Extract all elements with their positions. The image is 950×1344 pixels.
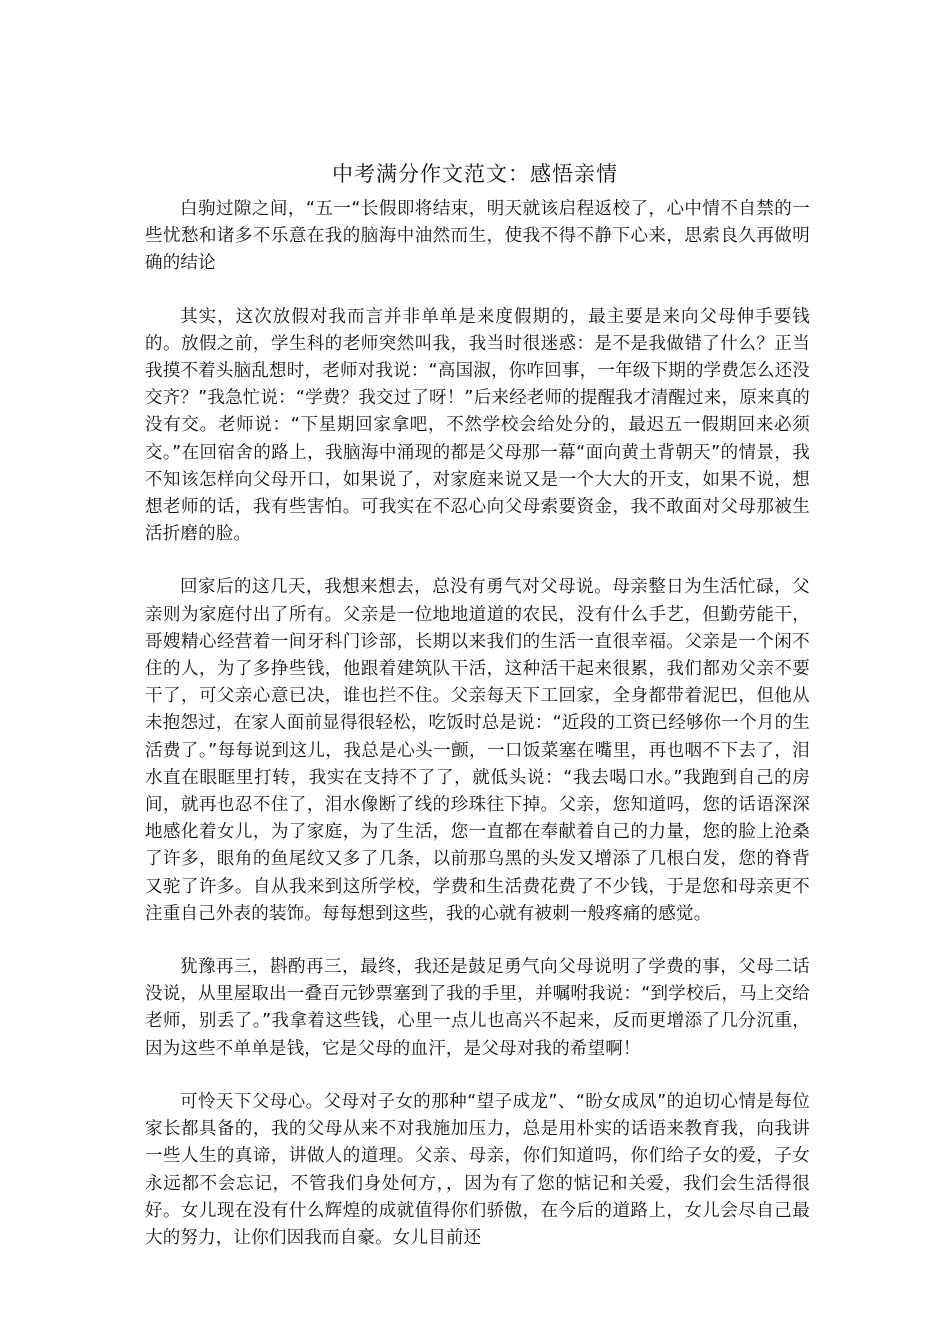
document-body <box>145 196 810 1278</box>
paragraph-2: 其实，这次放假对我而言并非单单是来度假期的，最主要是来向父母伸手要钱的。放假之前，学生科的老师突然叫我，我当时很迷惑：是不是我做错了什么？正当我摸不着头脑乱想时，老师对我说：“高国淑，你咋回事，一年级下期的学费怎么还没交齐？”我急忙说：“学费？我交过了呀！”后来经老师的提醒我才清醒过来，原来真的没有交。老师说：“下星期回家拿吧，不然学校会给处分的，最迟五一假期回来必须交。”在回宿舍的路上，我脑海中涌现的都是父母那一幕“面向黄土背朝天”的情景，我不知该怎样向父母开口，如果说了，对家庭来说又是一个大大的开支，如果不说，想想老师的话，我有些害怕。可我实在不忍心向父母索要资金，我不敢面对父母那被生活折磨的脸。 <box>145 306 810 545</box>
paragraph-3: 回家后的这几天，我想来想去，总没有勇气对父母说。母亲整日为生活忙碌，父亲则为家庭付出了所有。父亲是一位地地道道的农民，没有什么手艺，但勤劳能干，哥嫂精心经营着一间牙科门诊部，长期以来我们的生活一直很幸福。父亲是一个闲不住的人，为了多挣些钱，他跟着建筑队干活，这种活干起来很累，我们都劝父亲不要干了，可父亲心意已决，谁也拦不住。父亲每天下工回家，全身都带着泥巴，但他从未抱怨过，在家人面前显得很轻松，吃饭时总是说：“近段的工资已经够你一个月的生活费了。”每每说到这儿，我总是心头一颤，一口饭菜塞在嘴里，再也咽不下去了，泪水直在眼眶里打转，我实在支持不了了，就低头说：“我去喝口水。”我跑到自己的房间，就再也忍不住了，泪水像断了线的珍珠往下掉。父亲，您知道吗，您的话语深深地感化着女儿，为了家庭，为了生活，您一直都在奉献着自己的力量，您的脸上沧桑了许多，眼角的鱼尾纹又多了几条，以前那乌黑的头发又增添了几根白发，您的脊背又驼了许多。自从我来到这所学校，学费和生活费花费了不少钱，于是您和母亲更不注重自己外表的装饰。每每想到这些，我的心就有被刺一般疼痛的感觉。 <box>145 577 810 924</box>
paragraph-1: 白驹过隙之间，“五一“长假即将结束，明天就该启程返校了，心中情不自禁的一些忧愁和诸多不乐意在我的脑海中油然而生，使我不得不静下心来，思索良久再做明确的结论 <box>145 199 810 274</box>
paragraph-4: 犹豫再三，斟酌再三，最终，我还是鼓足勇气向父母说明了学费的事，父母二话没说，从里屋取出一叠百元钞票塞到了我的手里，并嘱咐我说：“到学校后，马上交给老师，别丢了。”我拿着这些钱，心里一点儿也高兴不起来，反而更增添了几分沉重，因为这些不单单是钱，它是父母的血汗，是父母对我的希望啊！ <box>145 957 810 1059</box>
document-title: 中考满分作文范文：感悟亲情 <box>332 162 618 186</box>
paragraph-5: 可怜天下父母心。父母对子女的那种“望子成龙”、“盼女成凤”的迫切心情是每位家长都具备的，我的父母从来不对我施加压力，总是用朴实的话语来教育我，向我讲一些人生的真谛，讲做人的道理。父亲、母亲，你们知道吗，你们给子女的爱，子女永远都不会忘记，不管我们身处何方，，因为有了您的惦记和关爱，我们会生活得很好。女儿现在没有什么辉煌的成就值得你们骄傲，在今后的道路上，女儿会尽自己最大的努力，让你们因我而自豪。女儿目前还 <box>145 1091 810 1248</box>
